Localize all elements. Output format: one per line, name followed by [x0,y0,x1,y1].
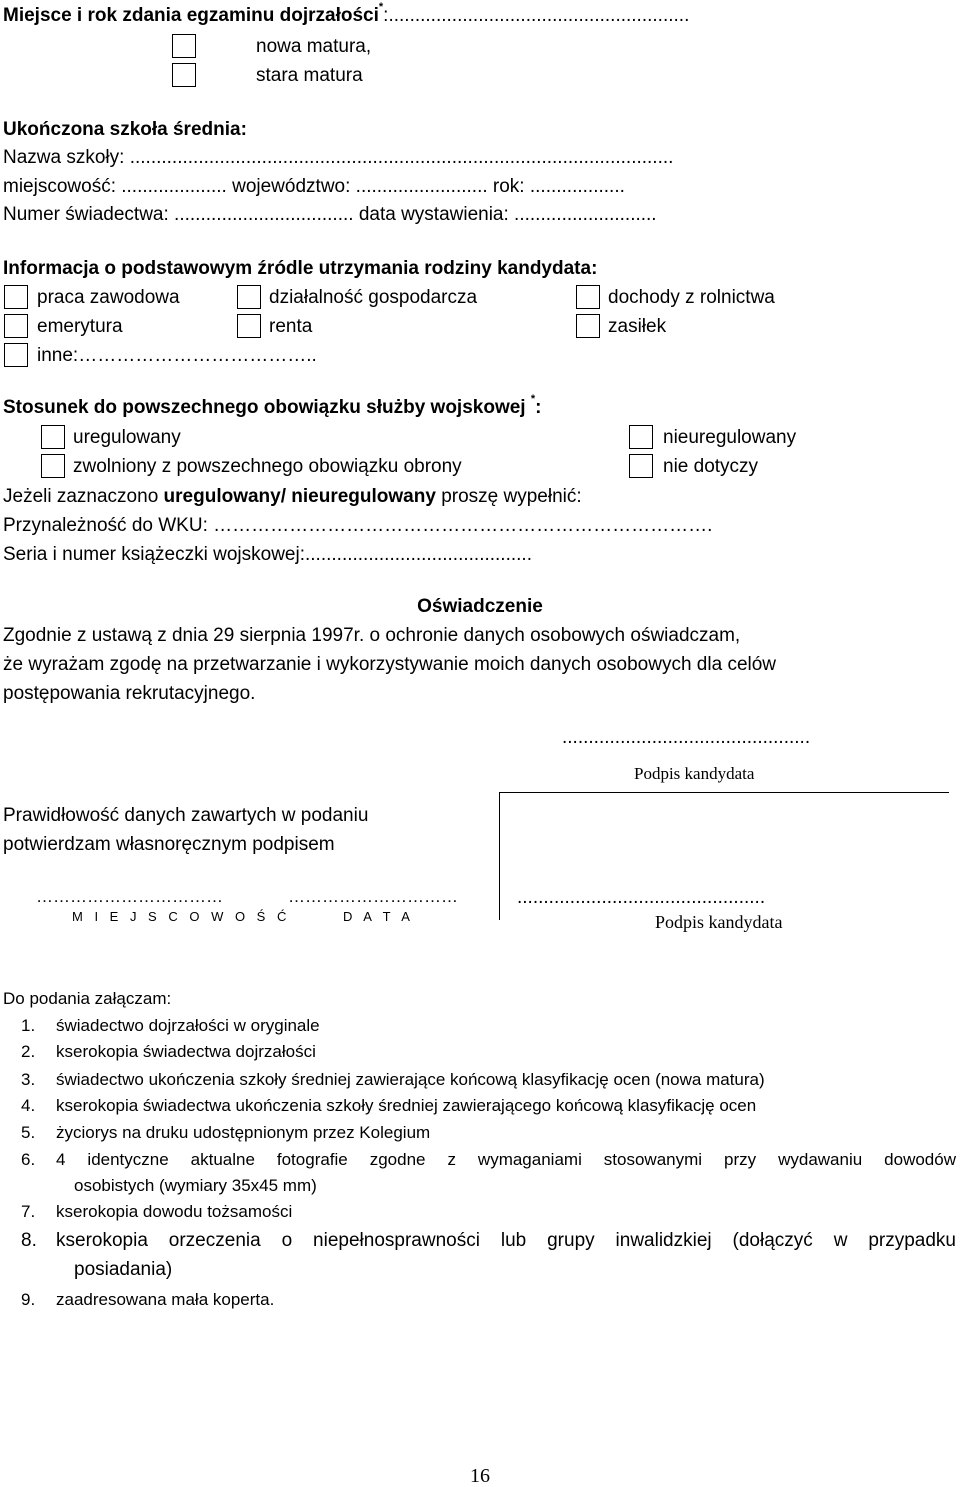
checkbox-nie-dotyczy[interactable] [629,454,653,478]
option-nie-dotyczy: nie dotyczy [663,456,759,477]
option-praca: praca zawodowa [37,287,180,308]
military-heading: Stosunek do powszechnego obowiązku służby wojskowej *: [3,393,542,418]
place-label: M I E J S C O W O Ś Ć [72,909,291,924]
school-heading: Ukończona szkoła średnia: [3,119,247,140]
attachment-item-cont: posiadania) [74,1259,173,1280]
attachment-num: 8. [21,1230,37,1251]
exam-place-line: Miejsce i rok zdania egzaminu dojrzałości*:......................................................... [3,1,690,26]
attachment-item: kserokopia orzeczenia o niepełnosprawności lub grupy inwalidzkiej (dołączyć w przypadku [56,1230,956,1251]
place-dots[interactable]: …………………………… [36,887,223,906]
option-dzialalnosc: działalność gospodarcza [269,287,478,308]
declaration-line-1: Zgodnie z ustawą z dnia 29 sierpnia 1997r. o ochronie danych osobowych oświadczam, [3,625,741,646]
option-emerytura: emerytura [37,316,123,337]
checkbox-rolnictwo[interactable] [576,285,600,309]
attachment-item: 4 identyczne aktualne fotografie zgodne z wymaganiami stosowanymi przy wydawaniu dowodów [56,1150,956,1169]
attachment-item: świadectwo dojrzałości w oryginale [56,1016,320,1035]
checkbox-nieuregulowany[interactable] [629,425,653,449]
option-zasilek: zasiłek [608,316,667,337]
attachment-num: 9. [21,1290,36,1309]
signature-label-1: Podpis kandydata [634,764,755,783]
attachment-item-cont: osobistych (wymiary 35x45 mm) [74,1176,317,1195]
checkbox-new-matura[interactable] [172,34,196,58]
checkbox-zwolniony[interactable] [41,454,65,478]
wku-line[interactable]: Przynależność do WKU: ……………………………………………………………………. [3,515,713,536]
signature-label-2: Podpis kandydata [655,912,783,932]
checkbox-zasilek[interactable] [576,314,600,338]
date-label: D A T A [343,909,414,924]
attachment-item: świadectwo ukończenia szkoły średniej zawierające końcową klasyfikację ocen (nowa matura) [56,1070,765,1089]
military-note: Jeżeli zaznaczono uregulowany/ nieuregulowany proszę wypełnić: [3,486,582,507]
date-dots[interactable]: ………………………… [288,887,458,906]
page-number: 16 [470,1465,490,1487]
option-renta: renta [269,316,313,337]
confirm-line-2: potwierdzam własnoręcznym podpisem [3,834,335,855]
signature-dots-2[interactable]: ............................................... [517,887,766,908]
attachment-num: 5. [21,1123,36,1142]
attachment-num: 2. [21,1042,36,1061]
attachment-num: 4. [21,1096,36,1115]
school-place-line[interactable]: miejscowość: .................... województwo: ......................... rok: .................. [3,176,625,197]
checkbox-uregulowany[interactable] [41,425,65,449]
checkbox-old-matura[interactable] [172,63,196,87]
certificate-line[interactable]: Numer świadectwa: .................................. data wystawienia: ........................... [3,204,657,225]
checkbox-dzialalnosc[interactable] [237,285,261,309]
attachment-item: zaadresowana mała koperta. [56,1290,275,1309]
option-inne[interactable]: inne:……………………………….. [37,345,317,366]
attachment-num: 1. [21,1016,36,1035]
option-new-matura: nowa matura, [256,36,372,57]
declaration-heading: Oświadczenie [417,596,543,617]
income-heading: Informacja o podstawowym źródle utrzymania rodziny kandydata: [3,258,598,279]
declaration-line-3: postępowania rekrutacyjnego. [3,683,256,704]
option-old-matura: stara matura [256,65,363,86]
attachment-num: 6. [21,1150,36,1169]
declaration-line-2: że wyrażam zgodę na przetwarzanie i wykorzystywanie moich danych osobowych dla celów [3,654,777,675]
signature-dots-1[interactable]: ............................................... [562,727,811,748]
attachment-item: kserokopia świadectwa dojrzałości [56,1042,316,1061]
booklet-line[interactable]: Seria i numer książeczki wojskowej:........................................... [3,544,532,565]
option-uregulowany: uregulowany [73,427,181,448]
checkbox-renta[interactable] [237,314,261,338]
checkbox-praca[interactable] [4,285,28,309]
option-nieuregulowany: nieuregulowany [663,427,797,448]
signature-box-left [499,792,500,920]
attachment-item: kserokopia dowodu tożsamości [56,1202,293,1221]
attachment-item: życiorys na druku udostępnionym przez Kolegium [56,1123,431,1142]
confirm-line-1: Prawidłowość danych zawartych w podaniu [3,805,369,826]
checkbox-inne[interactable] [4,343,28,367]
attachment-item: kserokopia świadectwa ukończenia szkoły średniej zawierającego końcową klasyfikację ocen [56,1096,757,1115]
option-rolnictwo: dochody z rolnictwa [608,287,775,308]
signature-box-top [499,792,949,793]
attachment-num: 7. [21,1202,36,1221]
checkbox-emerytura[interactable] [4,314,28,338]
attachment-num: 3. [21,1070,36,1089]
school-name-line[interactable]: Nazwa szkoły: ....................................................................................................... [3,147,674,168]
attachments-heading: Do podania załączam: [3,989,172,1008]
option-zwolniony: zwolniony z powszechnego obowiązku obrony [73,456,462,477]
